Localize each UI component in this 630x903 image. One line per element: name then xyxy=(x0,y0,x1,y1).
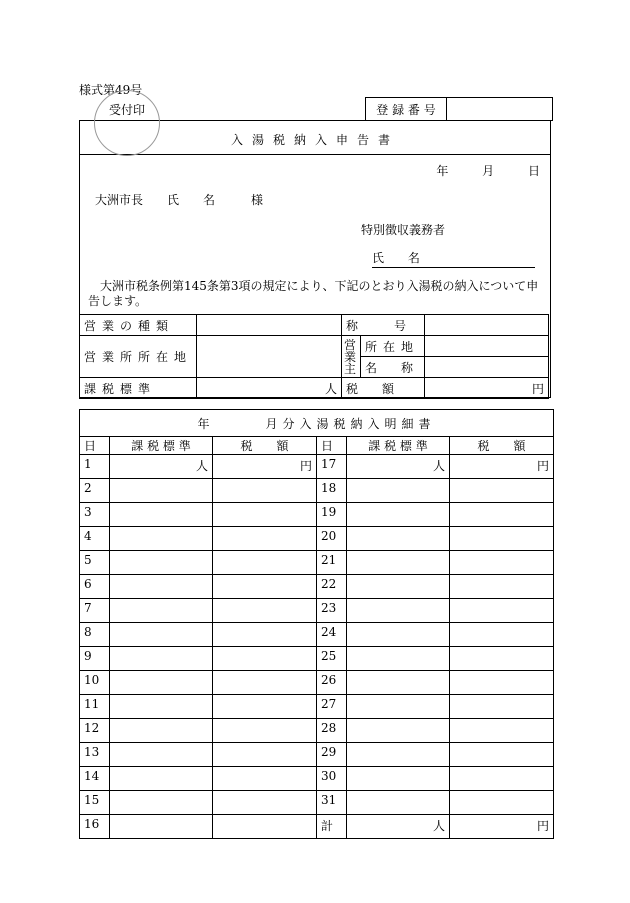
tax-right-field[interactable] xyxy=(450,719,554,743)
day-left: 16 xyxy=(80,815,110,839)
tax-left-field[interactable] xyxy=(213,815,317,839)
day-right: 19 xyxy=(317,503,347,527)
tax-left-field[interactable] xyxy=(213,695,317,719)
col-standard-left: 課 税 標 準 xyxy=(110,437,213,455)
proprietor-name-field[interactable] xyxy=(424,357,548,378)
table-row xyxy=(80,719,554,743)
reception-stamp-circle xyxy=(94,90,160,156)
table-row xyxy=(80,527,554,551)
day-right: 30 xyxy=(317,767,347,791)
table-row xyxy=(80,551,554,575)
standard-right-field[interactable] xyxy=(347,767,450,791)
tax-left-field[interactable] xyxy=(213,647,317,671)
col-day-right: 日 xyxy=(317,437,347,455)
standard-left-field[interactable] xyxy=(110,527,213,551)
tax-left-field[interactable] xyxy=(213,575,317,599)
tax-right-field[interactable] xyxy=(450,503,554,527)
title-divider xyxy=(80,154,550,155)
trade-name-label: 称 号 xyxy=(341,315,424,336)
table-row xyxy=(80,767,554,791)
standard-left-field[interactable] xyxy=(110,815,213,839)
business-type-label: 営業の種類 xyxy=(80,315,197,336)
tax-right-field[interactable] xyxy=(450,695,554,719)
table-row xyxy=(80,623,554,647)
day-left: 3 xyxy=(80,503,110,527)
name-label: 氏 名 xyxy=(372,251,430,265)
tax-right-field[interactable] xyxy=(450,599,554,623)
registration-number-field[interactable] xyxy=(447,98,553,121)
col-tax-right: 税 額 xyxy=(450,437,554,455)
standard-right-field[interactable] xyxy=(347,575,450,599)
proprietor-address-field[interactable] xyxy=(424,336,548,357)
business-info-table xyxy=(79,314,549,399)
day-left: 6 xyxy=(80,575,110,599)
day-right: 26 xyxy=(317,671,347,695)
standard-left-field[interactable] xyxy=(110,767,213,791)
standard-left-field[interactable] xyxy=(110,791,213,815)
standard-left-field[interactable] xyxy=(110,743,213,767)
proprietor-address-label: 所在地 xyxy=(360,336,424,357)
standard-right-field[interactable] xyxy=(347,695,450,719)
tax-right-field[interactable] xyxy=(450,767,554,791)
day-right: 27 xyxy=(317,695,347,719)
day-right: 20 xyxy=(317,527,347,551)
day-right: 計 xyxy=(317,815,347,839)
business-location-field[interactable] xyxy=(197,336,342,378)
details-title: 年 月分入湯税納入明細書 xyxy=(80,410,554,437)
registration-number-table xyxy=(365,97,553,121)
tax-standard-label: 課税標準 xyxy=(80,378,197,399)
col-tax-left: 税 額 xyxy=(213,437,317,455)
day-left: 1 xyxy=(80,455,110,479)
trade-name-field[interactable] xyxy=(424,315,548,336)
standard-left-field[interactable] xyxy=(110,575,213,599)
tax-left-field[interactable]: 円 xyxy=(213,455,317,479)
registration-number-label: 登 録 番 号 xyxy=(366,98,447,121)
tax-left-field[interactable] xyxy=(213,551,317,575)
day-right: 17 xyxy=(317,455,347,479)
standard-right-field[interactable] xyxy=(347,743,450,767)
day-left: 8 xyxy=(80,623,110,647)
standard-right-field[interactable]: 人 xyxy=(347,455,450,479)
reception-stamp-label: 受付印 xyxy=(109,103,146,117)
standard-right-field[interactable]: 人 xyxy=(347,815,450,839)
tax-amount-field[interactable]: 円 xyxy=(424,378,548,399)
tax-right-field[interactable] xyxy=(450,671,554,695)
day-left: 11 xyxy=(80,695,110,719)
standard-left-field[interactable] xyxy=(110,479,213,503)
tax-right-field[interactable] xyxy=(450,527,554,551)
date-line[interactable]: 年 月 日 xyxy=(436,164,540,178)
proprietor-name-label: 名 称 xyxy=(360,357,424,378)
standard-right-field[interactable] xyxy=(347,479,450,503)
standard-right-field[interactable] xyxy=(347,623,450,647)
day-right: 23 xyxy=(317,599,347,623)
tax-right-field[interactable] xyxy=(450,791,554,815)
proprietor-label: 営業主 xyxy=(341,336,360,378)
tax-left-field[interactable] xyxy=(213,527,317,551)
standard-right-field[interactable] xyxy=(347,527,450,551)
business-type-field[interactable] xyxy=(197,315,342,336)
day-left: 2 xyxy=(80,479,110,503)
standard-right-field[interactable] xyxy=(347,503,450,527)
standard-left-field[interactable] xyxy=(110,671,213,695)
tax-right-field[interactable] xyxy=(450,551,554,575)
standard-right-field[interactable] xyxy=(347,671,450,695)
day-right: 21 xyxy=(317,551,347,575)
day-right: 22 xyxy=(317,575,347,599)
tax-right-field[interactable] xyxy=(450,743,554,767)
standard-left-field[interactable] xyxy=(110,695,213,719)
tax-left-field[interactable] xyxy=(213,599,317,623)
obligor-name-field[interactable] xyxy=(372,249,535,268)
tax-right-field[interactable] xyxy=(450,575,554,599)
standard-right-field[interactable] xyxy=(347,791,450,815)
tax-left-field[interactable] xyxy=(213,767,317,791)
day-right: 31 xyxy=(317,791,347,815)
tax-left-field[interactable] xyxy=(213,623,317,647)
day-left: 12 xyxy=(80,719,110,743)
standard-right-field[interactable] xyxy=(347,647,450,671)
day-right: 29 xyxy=(317,743,347,767)
table-row xyxy=(80,599,554,623)
day-left: 9 xyxy=(80,647,110,671)
col-standard-right: 課 税 標 準 xyxy=(347,437,450,455)
tax-left-field[interactable] xyxy=(213,479,317,503)
declaration-title: 入湯税納入申告書 xyxy=(230,133,399,147)
tax-standard-field[interactable]: 人 xyxy=(197,378,342,399)
tax-left-field[interactable] xyxy=(213,503,317,527)
tax-right-field[interactable] xyxy=(450,623,554,647)
table-row xyxy=(80,743,554,767)
standard-left-field[interactable] xyxy=(110,551,213,575)
day-left: 13 xyxy=(80,743,110,767)
tax-right-field[interactable] xyxy=(450,647,554,671)
details-table xyxy=(79,409,554,839)
day-left: 15 xyxy=(80,791,110,815)
day-right: 18 xyxy=(317,479,347,503)
day-right: 24 xyxy=(317,623,347,647)
tax-left-field[interactable] xyxy=(213,791,317,815)
day-left: 7 xyxy=(80,599,110,623)
table-row xyxy=(80,695,554,719)
standard-right-field[interactable] xyxy=(347,551,450,575)
standard-right-field[interactable] xyxy=(347,599,450,623)
standard-left-field[interactable] xyxy=(110,599,213,623)
table-row xyxy=(80,671,554,695)
business-location-label: 営業所所在地 xyxy=(80,336,197,378)
day-left: 10 xyxy=(80,671,110,695)
table-row xyxy=(80,503,554,527)
standard-left-field[interactable] xyxy=(110,503,213,527)
table-row xyxy=(80,479,554,503)
table-row xyxy=(80,647,554,671)
day-right: 25 xyxy=(317,647,347,671)
form-number: 様式第49号 xyxy=(79,83,143,97)
col-day-left: 日 xyxy=(80,437,110,455)
tax-left-field[interactable] xyxy=(213,671,317,695)
standard-right-field[interactable] xyxy=(347,719,450,743)
obligor-label: 特別徴収義務者 xyxy=(361,223,446,237)
tax-right-field[interactable]: 円 xyxy=(450,455,554,479)
day-left: 5 xyxy=(80,551,110,575)
table-row xyxy=(80,815,554,839)
tax-right-field[interactable] xyxy=(450,479,554,503)
standard-left-field[interactable]: 人 xyxy=(110,455,213,479)
addressee: 大洲市長 氏 名 様 xyxy=(95,193,264,207)
standard-left-field[interactable] xyxy=(110,647,213,671)
day-left: 4 xyxy=(80,527,110,551)
table-row xyxy=(80,791,554,815)
day-left: 14 xyxy=(80,767,110,791)
tax-left-field[interactable] xyxy=(213,743,317,767)
declaration-section xyxy=(79,120,551,398)
standard-left-field[interactable] xyxy=(110,719,213,743)
day-right: 28 xyxy=(317,719,347,743)
tax-left-field[interactable] xyxy=(213,719,317,743)
tax-right-field[interactable]: 円 xyxy=(450,815,554,839)
tax-amount-label: 税 額 xyxy=(341,378,424,399)
standard-left-field[interactable] xyxy=(110,623,213,647)
table-row xyxy=(80,455,554,479)
table-row xyxy=(80,575,554,599)
statement-text: 大洲市税条例第145条第3項の規定により、下記のとおり入湯税の納入について申告します。 xyxy=(88,279,539,308)
